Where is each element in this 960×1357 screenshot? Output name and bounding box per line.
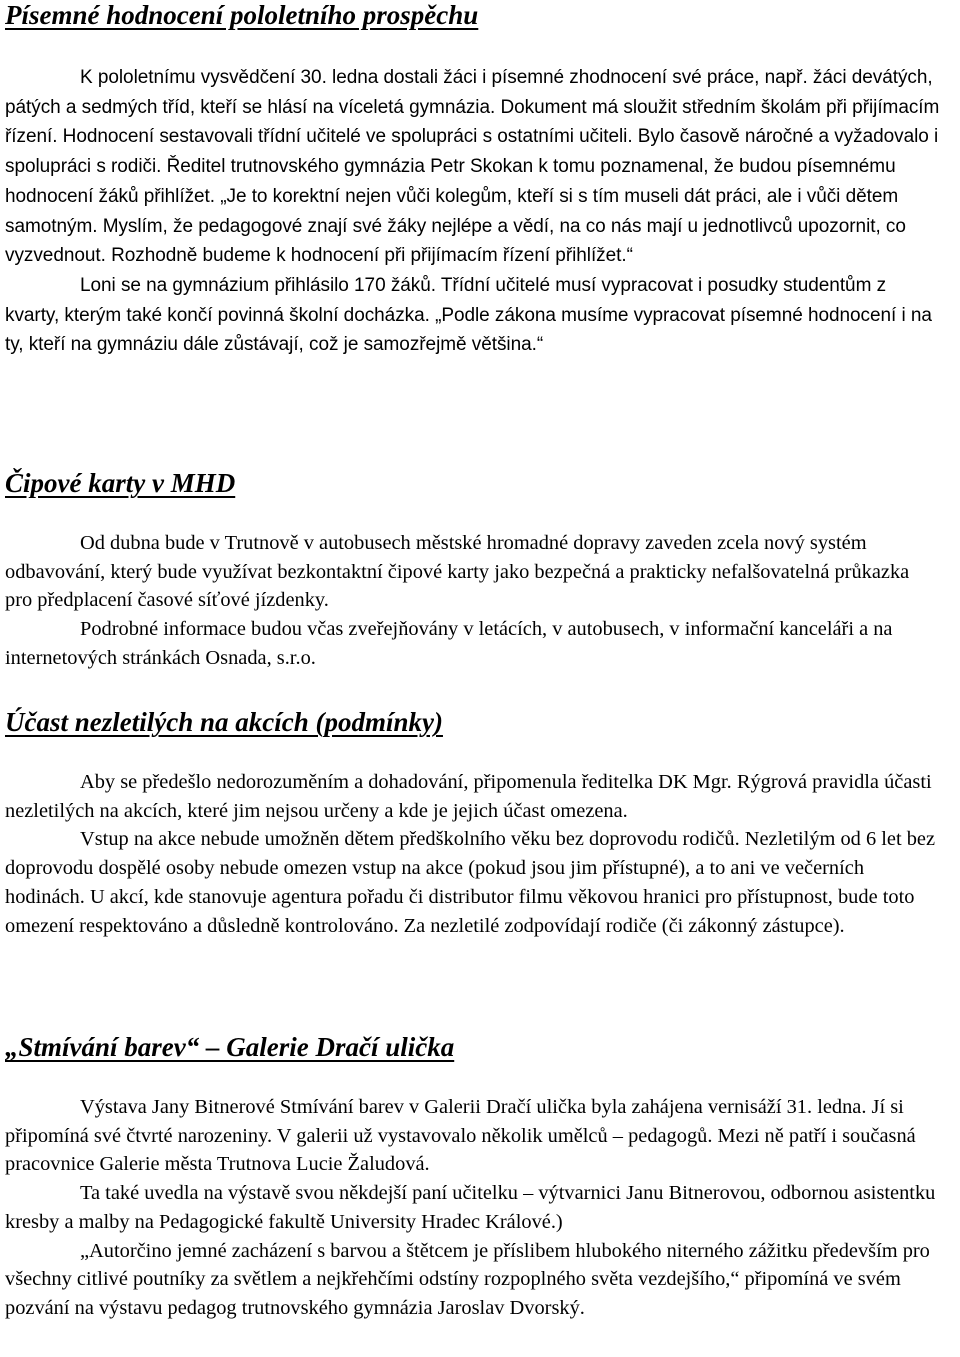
article-heading: Písemné hodnocení pololetního prospěchu [5, 0, 479, 30]
paragraph-text: K pololetnímu vysvědčení 30. ledna dostali žáci i písemné zhodnocení své práce, např. žáci devátých, pátých a sedmých tříd, kteří se hlásí na víceletá gymnázia. Dokument má sloužit středním školám při přijímacím řízení. Hodnocení sestavovali třídní učitelé ve spolupráci s ostatními učiteli. Bylo časově náročné a vyžadovalo i spolupráci s rodiči. Ředitel trutnovského gymnázia Petr Skokan k tomu poznamenal, že budou písemnému hodnocení žáků přihlížet. „Je to korektní nejen vůči kolegům, kteří si s tím museli dát práci, ale i vůči dětem samotným. Myslím, že pedagogové znají své žáky nejlépe a vědí, na co nás mají u jednotlivců upozornit, co vyzvednout. Rozhodně budeme k hodnocení při přijímacím řízení přihlížet.“ [5, 67, 940, 267]
article-chip-cards [0, 468, 940, 673]
paragraph [5, 1179, 940, 1236]
paragraph [5, 63, 940, 271]
article-heading: Účast nezletilých na akcích (podmínky) [5, 707, 443, 737]
paragraph-text: Aby se předešlo nedorozuměním a dohadování, připomenula ředitelka DK Mgr. Rýgrová pravidla účasti nezletilých na akcích, které jim nejsou určeny a kde je jejich účast omezena. [5, 771, 932, 822]
paragraph [5, 825, 940, 940]
article-body [5, 63, 940, 360]
paragraph-text: Od dubna bude v Trutnově v autobusech městské hromadné dopravy zaveden zcela nový systém odbavování, který bude využívat bezkontaktní čipové karty jako bezpečná a prakticky nefalšovatelná průkazka pro předplacení časové síťové jízdenky. [5, 532, 910, 612]
paragraph [5, 768, 940, 825]
article-body [5, 1093, 940, 1323]
paragraph-text: Výstava Jany Bitnerové Stmívání barev v Galerii Dračí ulička byla zahájena vernisáží 31. ledna. Jí si připomíná své čtvrté narozeniny. V galerii už vystavovalo několik umělců – pedagogů. Mezi ně patří i současná pracovnice Galerie města Trutnova Lucie Žaludová. [5, 1096, 916, 1176]
article-minors-attendance [0, 707, 940, 940]
paragraph [5, 615, 940, 672]
paragraph-text: „Autorčino jemné zacházení s barvou a štětcem je příslibem hlubokého niterného zážitku především pro všechny citlivé poutníky za světlem a nejkřehčími odstíny rozpoplného světa vezdejšího,“ připomíná ve svém pozvání na výstavu pedagog trutnovského gymnázia Jaroslav Dvorský. [5, 1239, 930, 1319]
article-body [5, 768, 940, 940]
paragraph [5, 271, 940, 360]
article-body [5, 529, 940, 673]
paragraph-text: Podrobné informace budou včas zveřejňovány v letácích, v autobusech, v informační kanceláři a na internetových stránkách Osnada, s.r.o. [5, 618, 893, 669]
paragraph-text: Ta také uvedla na výstavě svou někdejší paní učitelku – výtvarnici Janu Bitnerovou, odbornou asistentku kresby a malby na Pedagogické fakultě University Hradec Králové.) [5, 1182, 936, 1233]
paragraph-text: Loni se na gymnázium přihlásilo 170 žáků. Třídní učitelé musí vypracovat i posudky studentům z kvarty, kterým také končí povinná školní docházka. „Podle zákona musíme vypracovat písemné hodnocení i na ty, kteří na gymnáziu dále zůstávají, což je samozřejmě většina.“ [5, 274, 932, 356]
paragraph [5, 1237, 940, 1323]
article-gallery-exhibition [0, 1032, 940, 1323]
paragraph-text: Vstup na akce nebude umožněn dětem předškolního věku bez doprovodu rodičů. Nezletilým od 6 let bez doprovodu dospělé osoby nebude omezen vstup na akce (pokud jsou jim přístupné), a to ani ve večerních hodinách. U akcí, kde stanovuje agentura pořadu či distributor filmu věkovou hranici pro přístupnost, bude toto omezení respektováno a důsledně kontrolováno. Za nezletilé zodpovídají rodiče (či zákonný zástupce). [5, 828, 936, 937]
article-report-cards [0, 0, 940, 360]
paragraph [5, 1093, 940, 1179]
article-heading: „Stmívání barev“ – Galerie Dračí ulička [5, 1032, 455, 1062]
paragraph [5, 529, 940, 615]
article-heading: Čipové karty v MHD [5, 468, 236, 498]
